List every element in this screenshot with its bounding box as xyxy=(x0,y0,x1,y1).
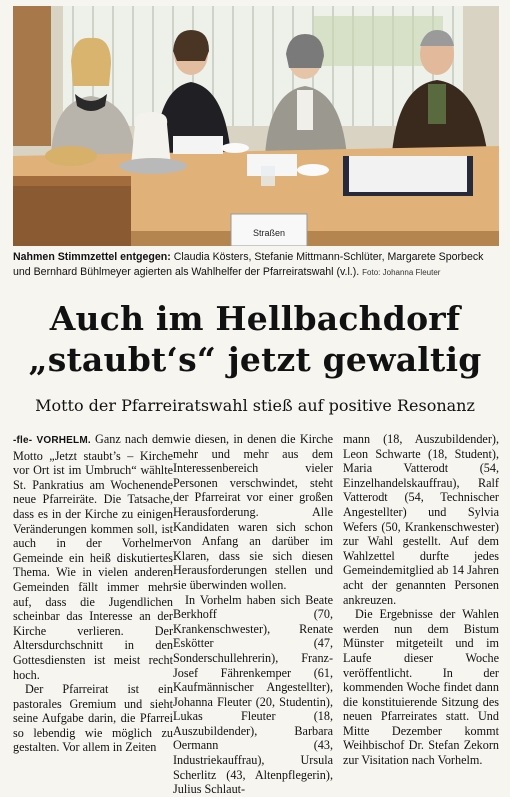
headline xyxy=(10,298,500,380)
paragraph-text: Ganz nach dem Motto „Jetzt staubt’s – Kirche vor Ort ist im Umbruch“ wählte St. Pankratius am Wochenende neue Pfarreiräte. Die Tatsache, dass es in der Kirche zu einigen Veränderungen kommen soll, ist auch in der Vorhelmer Gemeinde ein heiß diskutiertes Thema. Wie in vielen anderen Gemeinden fällt immer mehr auf, dass die Jugendlichen scheinbar das Interesse an der Kirche verlieren. Der Altersdurchschnitt in den Gottesdiensten ist meist recht hoch. xyxy=(13,432,173,682)
papers xyxy=(173,136,223,154)
headline-line-2: „staubt‘s“ jetzt gewaltig xyxy=(28,340,482,379)
photo-credit: Foto: Johanna Fleuter xyxy=(362,268,441,277)
article-paragraph: Der Pfarreirat ist ein pastorales Gremium und sieht seine Aufgabe darin, die Pfarrei so lebendig wie möglich zu gestalten. Vor allem in Zeiten xyxy=(13,682,173,755)
photo-illustration xyxy=(13,6,499,246)
ballot-box xyxy=(13,176,131,246)
basket xyxy=(45,146,97,166)
cup-2 xyxy=(297,164,329,176)
article-column-3 xyxy=(343,432,499,768)
subheadline: Motto der Pfarreiratswahl stieß auf positive Resonanz xyxy=(35,396,475,415)
glass xyxy=(261,166,275,186)
article-paragraph: wie diesen, in denen die Kirche mehr und mehr aus dem Interessenbereich vieler Personen verschwindet, steht der Pfarreirat vor einer großen Herausforderung. Alle Kandidaten waren sich schon von Anfang an darüber im Klaren, dass sie sich diesen Herausforderungen stellen und sie überwinden wollen. xyxy=(173,432,333,592)
caption-text: Claudia Kösters, Stefanie Mittmann-Schlüter, Margarete Sporbeck und Bernhard Bühlmeyer agierten als Wahlhelfer der Pfarreiratswahl (v.l.). xyxy=(13,251,484,278)
article-paragraph: In Vorhelm haben sich Beate Berkhoff (70, Krankenschwester), Renate Eskötter (47, Sonderschullehrerin), Franz-Josef Fährenkemper (61, Kaufmännischer Angestellter), Johanna Fleuter (20, Studentin), Lukas Fleuter (18, Auszubildender), Barbara Oermann (43, Industriekauffrau), Ursula Scherlitz (43, Altenpflegerin), Julius Schlaut- xyxy=(173,592,333,797)
news-photo xyxy=(13,6,499,246)
wood-panel xyxy=(13,6,51,146)
caption-lead: Nahmen Stimmzettel entgegen: xyxy=(13,251,171,263)
photo-caption xyxy=(13,250,499,280)
headline-line-1: Auch im Hellbachdorf xyxy=(49,299,461,338)
article-column-1 xyxy=(13,432,173,755)
article-paragraph: Die Ergebnisse der Wahlen werden nun dem Bistum Münster mitgeteilt und im Laufe dieser Woche veröffentlicht. In der kommenden Woche findet dann die konstituierende Sitzung des neuen Pfarreirates statt. Und Mitte Dezember kommt Weihbischof Dr. Stefan Zekorn zur Visitation nach Vorhelm. xyxy=(343,607,499,768)
article-paragraph: mann (18, Auszubildender), Leon Schwarte (18, Student), Maria Vatterodt (54, Einzelhandelskauffrau), Ralf Vatterodt (54, Technischer Angestellter) und Sylvia Wefers (50, Krankenschwester) zur Wahl gestellt. Auf dem Wahlzettel durfte jedes Gemeindemitglied ab 14 Jahren acht der genannten Personen ankreuzen. xyxy=(343,432,499,607)
article-column-2 xyxy=(173,432,333,797)
article-paragraph xyxy=(13,432,173,682)
dateline: VORHELM. xyxy=(36,435,91,446)
cup xyxy=(221,143,249,153)
author-tag: -fle- xyxy=(13,435,33,446)
street-sign-text: Straßen xyxy=(252,228,286,238)
